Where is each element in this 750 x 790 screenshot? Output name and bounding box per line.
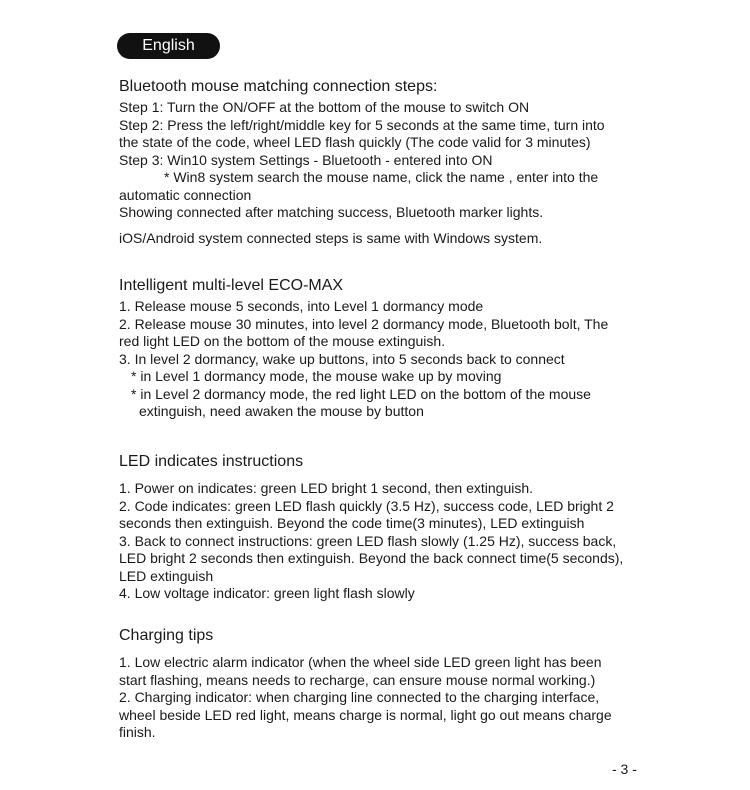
eco-max-list [119, 298, 659, 421]
eco-max-section [119, 276, 659, 421]
bluetooth-note [119, 230, 659, 248]
text-line: finish. [119, 724, 156, 740]
bluetooth-section [119, 77, 659, 247]
text-line: 3. Back to connect instructions: green LED flash slowly (1.25 Hz), success back, [119, 532, 617, 549]
text-line: red light LED on the bottom of the mouse extinguish. [119, 333, 446, 349]
text-line: * Win8 system search the mouse name, click the name , enter into the [164, 169, 599, 185]
text-line: wheel beside LED red light, means charge is normal, light go out means charge [119, 706, 612, 723]
text-line: * in Level 1 dormancy mode, the mouse wake up by moving [131, 368, 502, 384]
text-line: LED bright 2 seconds then extinguish. Beyond the back connect time(5 seconds), [119, 550, 624, 566]
text-line: extinguish, need awaken the mouse by button [139, 403, 424, 419]
text-line: 1. Release mouse 5 seconds, into Level 1 dormancy mode [119, 298, 484, 314]
text-line: automatic connection [119, 186, 252, 203]
text-line: 4. Low voltage indicator: green light flash slowly [119, 585, 415, 601]
language-badge: English [117, 33, 220, 59]
text-line: 3. In level 2 dormancy, wake up buttons, into 5 seconds back to connect [119, 350, 565, 367]
text-line: 2. Release mouse 30 minutes, into level 2 dormancy mode, Bluetooth bolt, The [119, 315, 609, 332]
led-section [119, 452, 659, 603]
charging-section [119, 626, 659, 742]
text-line: * in Level 2 dormancy mode, the red light LED on the bottom of the mouse [131, 385, 591, 402]
charging-list [119, 654, 659, 742]
bluetooth-steps [119, 99, 659, 222]
section-title-eco-max: Intelligent multi-level ECO-MAX [119, 277, 344, 294]
text-line: Showing connected after matching success, Bluetooth marker lights. [119, 204, 544, 220]
text-line: iOS/Android system connected steps is same with Windows system. [119, 229, 543, 246]
section-title-led: LED indicates instructions [119, 453, 304, 470]
text-line: 2. Code indicates: green LED flash quickly (3.5 Hz), success code, LED bright 2 [119, 497, 614, 514]
text-line: 1. Power on indicates: green LED bright 1 second, then extinguish. [119, 480, 534, 496]
text-line: start flashing, means needs to recharge, can ensure mouse normal working.) [119, 671, 596, 688]
text-line: the state of the code, wheel LED flash quickly (The code valid for 3 minutes) [119, 134, 591, 150]
text-line: 1. Low electric alarm indicator (when the wheel side LED green light has been [119, 654, 602, 670]
text-line: Step 3: Win10 system Settings - Bluetooth - entered into ON [119, 151, 493, 168]
text-line: 2. Charging indicator: when charging line connected to the charging interface, [119, 689, 600, 705]
page-number: - 3 - [612, 761, 637, 777]
section-title-charging: Charging tips [119, 627, 214, 644]
text-line: Step 1: Turn the ON/OFF at the bottom of the mouse to switch ON [119, 99, 530, 115]
text-line: Step 2: Press the left/right/middle key for 5 seconds at the same time, turn into [119, 116, 605, 133]
led-list [119, 480, 659, 603]
text-line: LED extinguish [119, 567, 214, 584]
text-line: seconds then extinguish. Beyond the code time(3 minutes), LED extinguish [119, 515, 585, 531]
section-title-bluetooth: Bluetooth mouse matching connection steps: [119, 78, 438, 95]
